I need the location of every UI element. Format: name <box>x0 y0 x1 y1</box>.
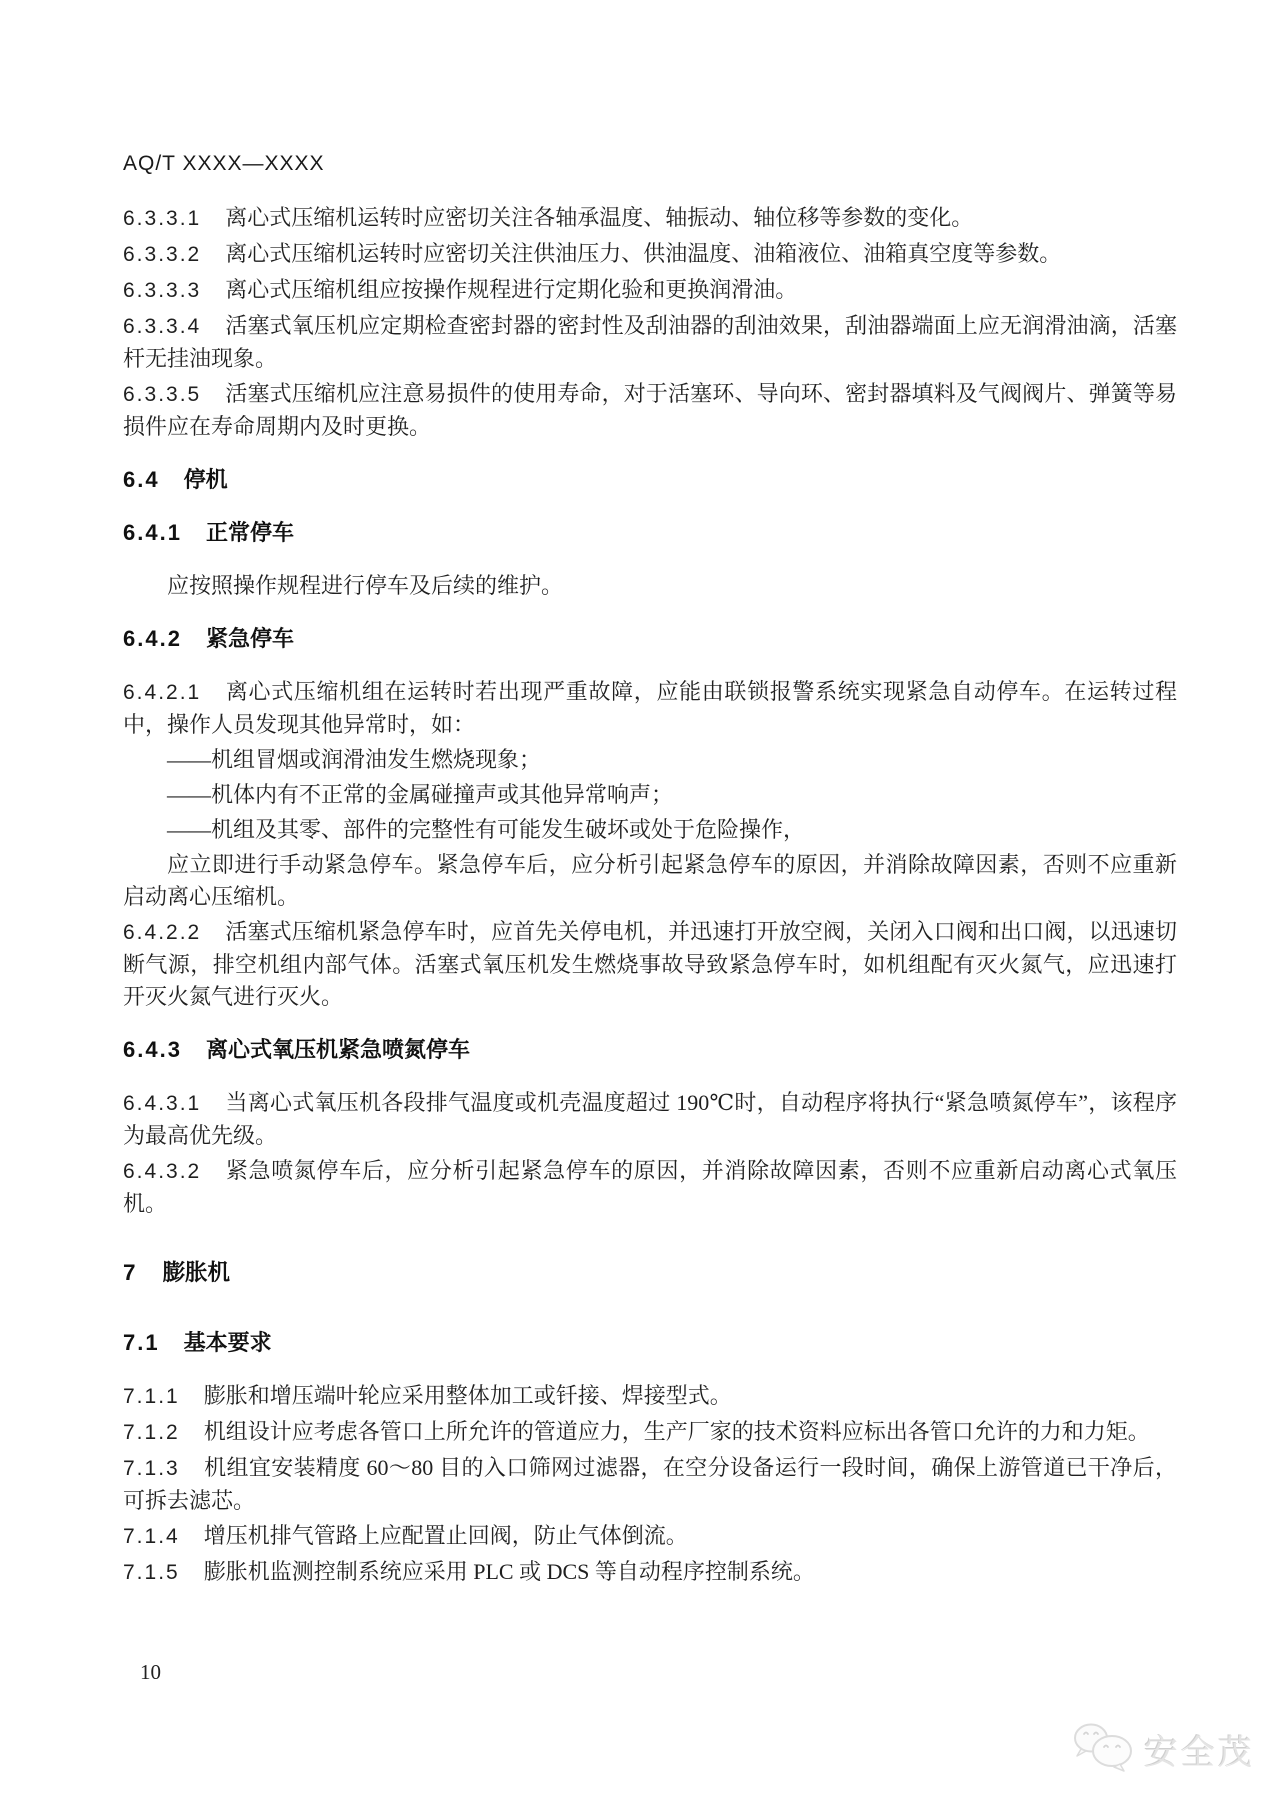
clause-text: 增压机排气管路上应配置止回阀，防止气体倒流。 <box>203 1523 688 1548</box>
clause-number: 6.3.3.1 <box>123 207 202 230</box>
clause-number: 6.3.3.2 <box>123 243 202 266</box>
clause-text: 离心式压缩机运转时应密切关注供油压力、供油温度、油箱液位、油箱真空度等参数。 <box>225 241 1062 266</box>
heading-number: 6.4.1 <box>123 520 182 545</box>
clause-7.1.1 <box>123 1380 1177 1413</box>
heading-text: 停机 <box>183 467 228 492</box>
clause-6.3.3.1 <box>123 202 1177 235</box>
clause-number: 6.4.2.2 <box>123 921 202 944</box>
clause-6.4.3.2 <box>123 1155 1177 1220</box>
heading-number: 6.4.2 <box>123 626 182 651</box>
clause-text: 紧急喷氮停车后，应分析引起紧急停车的原因，并消除故障因素，否则不应重新启动离心式氧压机。 <box>123 1158 1177 1216</box>
clause-number: 6.4.3.2 <box>123 1160 202 1183</box>
clause-6.3.3.3 <box>123 274 1177 307</box>
chapter-number: 7 <box>123 1260 137 1285</box>
heading-text: 基本要求 <box>183 1330 272 1355</box>
clause-number: 6.4.2.1 <box>123 681 202 704</box>
clause-number: 6.3.3.3 <box>123 279 202 302</box>
clause-number: 6.4.3.1 <box>123 1092 202 1115</box>
section-heading-6.4.1 <box>123 517 1177 549</box>
clause-7.1.5 <box>123 1556 1177 1589</box>
heading-number: 7.1 <box>123 1330 160 1355</box>
page-number: 10 <box>140 1660 161 1684</box>
clause-number: 6.3.3.5 <box>123 383 202 406</box>
section-heading-7.1 <box>123 1327 1177 1359</box>
heading-text: 正常停车 <box>205 520 294 545</box>
paragraph: 应立即进行手动紧急停车。紧急停车后，应分析引起紧急停车的原因，并消除故障因素，否则不应重新启动离心压缩机。 <box>123 852 1177 909</box>
dash-list-item: ——机体内有不正常的金属碰撞声或其他异常响声； <box>167 782 674 807</box>
clause-text: 膨胀和增压端叶轮应采用整体加工或钎接、焊接型式。 <box>203 1383 732 1408</box>
running-header-doc-code: AQ/T XXXX—XXXX <box>123 152 325 175</box>
clause-text: 当离心式氧压机各段排气温度或机壳温度超过 190℃时，自动程序将执行“紧急喷氮停车”，该程序为最高优先级。 <box>123 1090 1177 1148</box>
clause-6.3.3.2 <box>123 238 1177 271</box>
dash-list-item: ——机组冒烟或润滑油发生燃烧现象； <box>167 747 542 772</box>
watermark-text: 安全茂 <box>1144 1734 1255 1772</box>
dash-list-item: ——机组及其零、部件的完整性有可能发生破坏或处于危险操作， <box>167 817 806 842</box>
clause-text: 离心式压缩机运转时应密切关注各轴承温度、轴振动、轴位移等参数的变化。 <box>225 205 974 230</box>
section-heading-6.4 <box>123 464 1177 496</box>
clause-number: 6.3.3.4 <box>123 315 202 338</box>
clause-number: 7.1.1 <box>123 1385 180 1408</box>
clause-6.4.2.2 <box>123 916 1177 1013</box>
wechat-bubbles-icon <box>1072 1722 1134 1777</box>
clause-6.4.2.1 <box>123 676 1177 741</box>
clause-6.3.3.5 <box>123 378 1177 443</box>
clause-text: 离心式压缩机组在运转时若出现严重故障，应能由联锁报警系统实现紧急自动停车。在运转过程中，操作人员发现其他异常时，如： <box>123 679 1177 737</box>
clause-text: 机组设计应考虑各管口上所允许的管道应力，生产厂家的技术资料应标出各管口允许的力和力矩。 <box>203 1419 1150 1444</box>
clause-number: 7.1.2 <box>123 1421 180 1444</box>
clause-7.1.2 <box>123 1416 1177 1449</box>
clause-text: 活塞式压缩机应注意易损件的使用寿命，对于活塞环、导向环、密封器填料及气阀阀片、弹簧等易损件应在寿命周期内及时更换。 <box>123 381 1177 439</box>
clause-number: 7.1.4 <box>123 1525 180 1548</box>
clause-text: 膨胀机监测控制系统应采用 PLC 或 DCS 等自动程序控制系统。 <box>203 1559 815 1584</box>
heading-text: 离心式氧压机紧急喷氮停车 <box>205 1037 470 1062</box>
heading-text: 紧急停车 <box>205 626 294 651</box>
clause-7.1.4 <box>123 1520 1177 1553</box>
section-heading-6.4.3 <box>123 1034 1177 1066</box>
paragraph: 应按照操作规程进行停车及后续的维护。 <box>167 573 564 598</box>
chapter-heading-7 <box>123 1256 1177 1290</box>
clause-number: 7.1.3 <box>123 1457 180 1480</box>
clause-6.4.3.1 <box>123 1087 1177 1152</box>
clause-text: 机组宜安装精度 60～80 目的入口筛网过滤器，在空分设备运行一段时间，确保上游管道已干净后，可拆去滤芯。 <box>123 1455 1177 1513</box>
clause-6.3.3.4 <box>123 310 1177 375</box>
heading-number: 6.4 <box>123 467 160 492</box>
heading-number: 6.4.3 <box>123 1037 182 1062</box>
clause-text: 离心式压缩机组应按操作规程进行定期化验和更换润滑油。 <box>225 277 798 302</box>
watermark <box>1072 1722 1255 1777</box>
clause-text: 活塞式氧压机应定期检查密封器的密封性及刮油器的刮油效果，刮油器端面上应无润滑油滴，活塞杆无挂油现象。 <box>123 313 1177 371</box>
clause-text: 活塞式压缩机紧急停车时，应首先关停电机，并迅速打开放空阀，关闭入口阀和出口阀，以迅速切断气源，排空机组内部气体。活塞式氧压机发生燃烧事故导致紧急停车时，如机组配有灭火氮气，应迅速打开灭火氮气进行灭火。 <box>123 919 1177 1009</box>
chapter-title: 膨胀机 <box>162 1260 231 1285</box>
section-heading-6.4.2 <box>123 623 1177 655</box>
clause-number: 7.1.5 <box>123 1561 180 1584</box>
clause-7.1.3 <box>123 1452 1177 1517</box>
